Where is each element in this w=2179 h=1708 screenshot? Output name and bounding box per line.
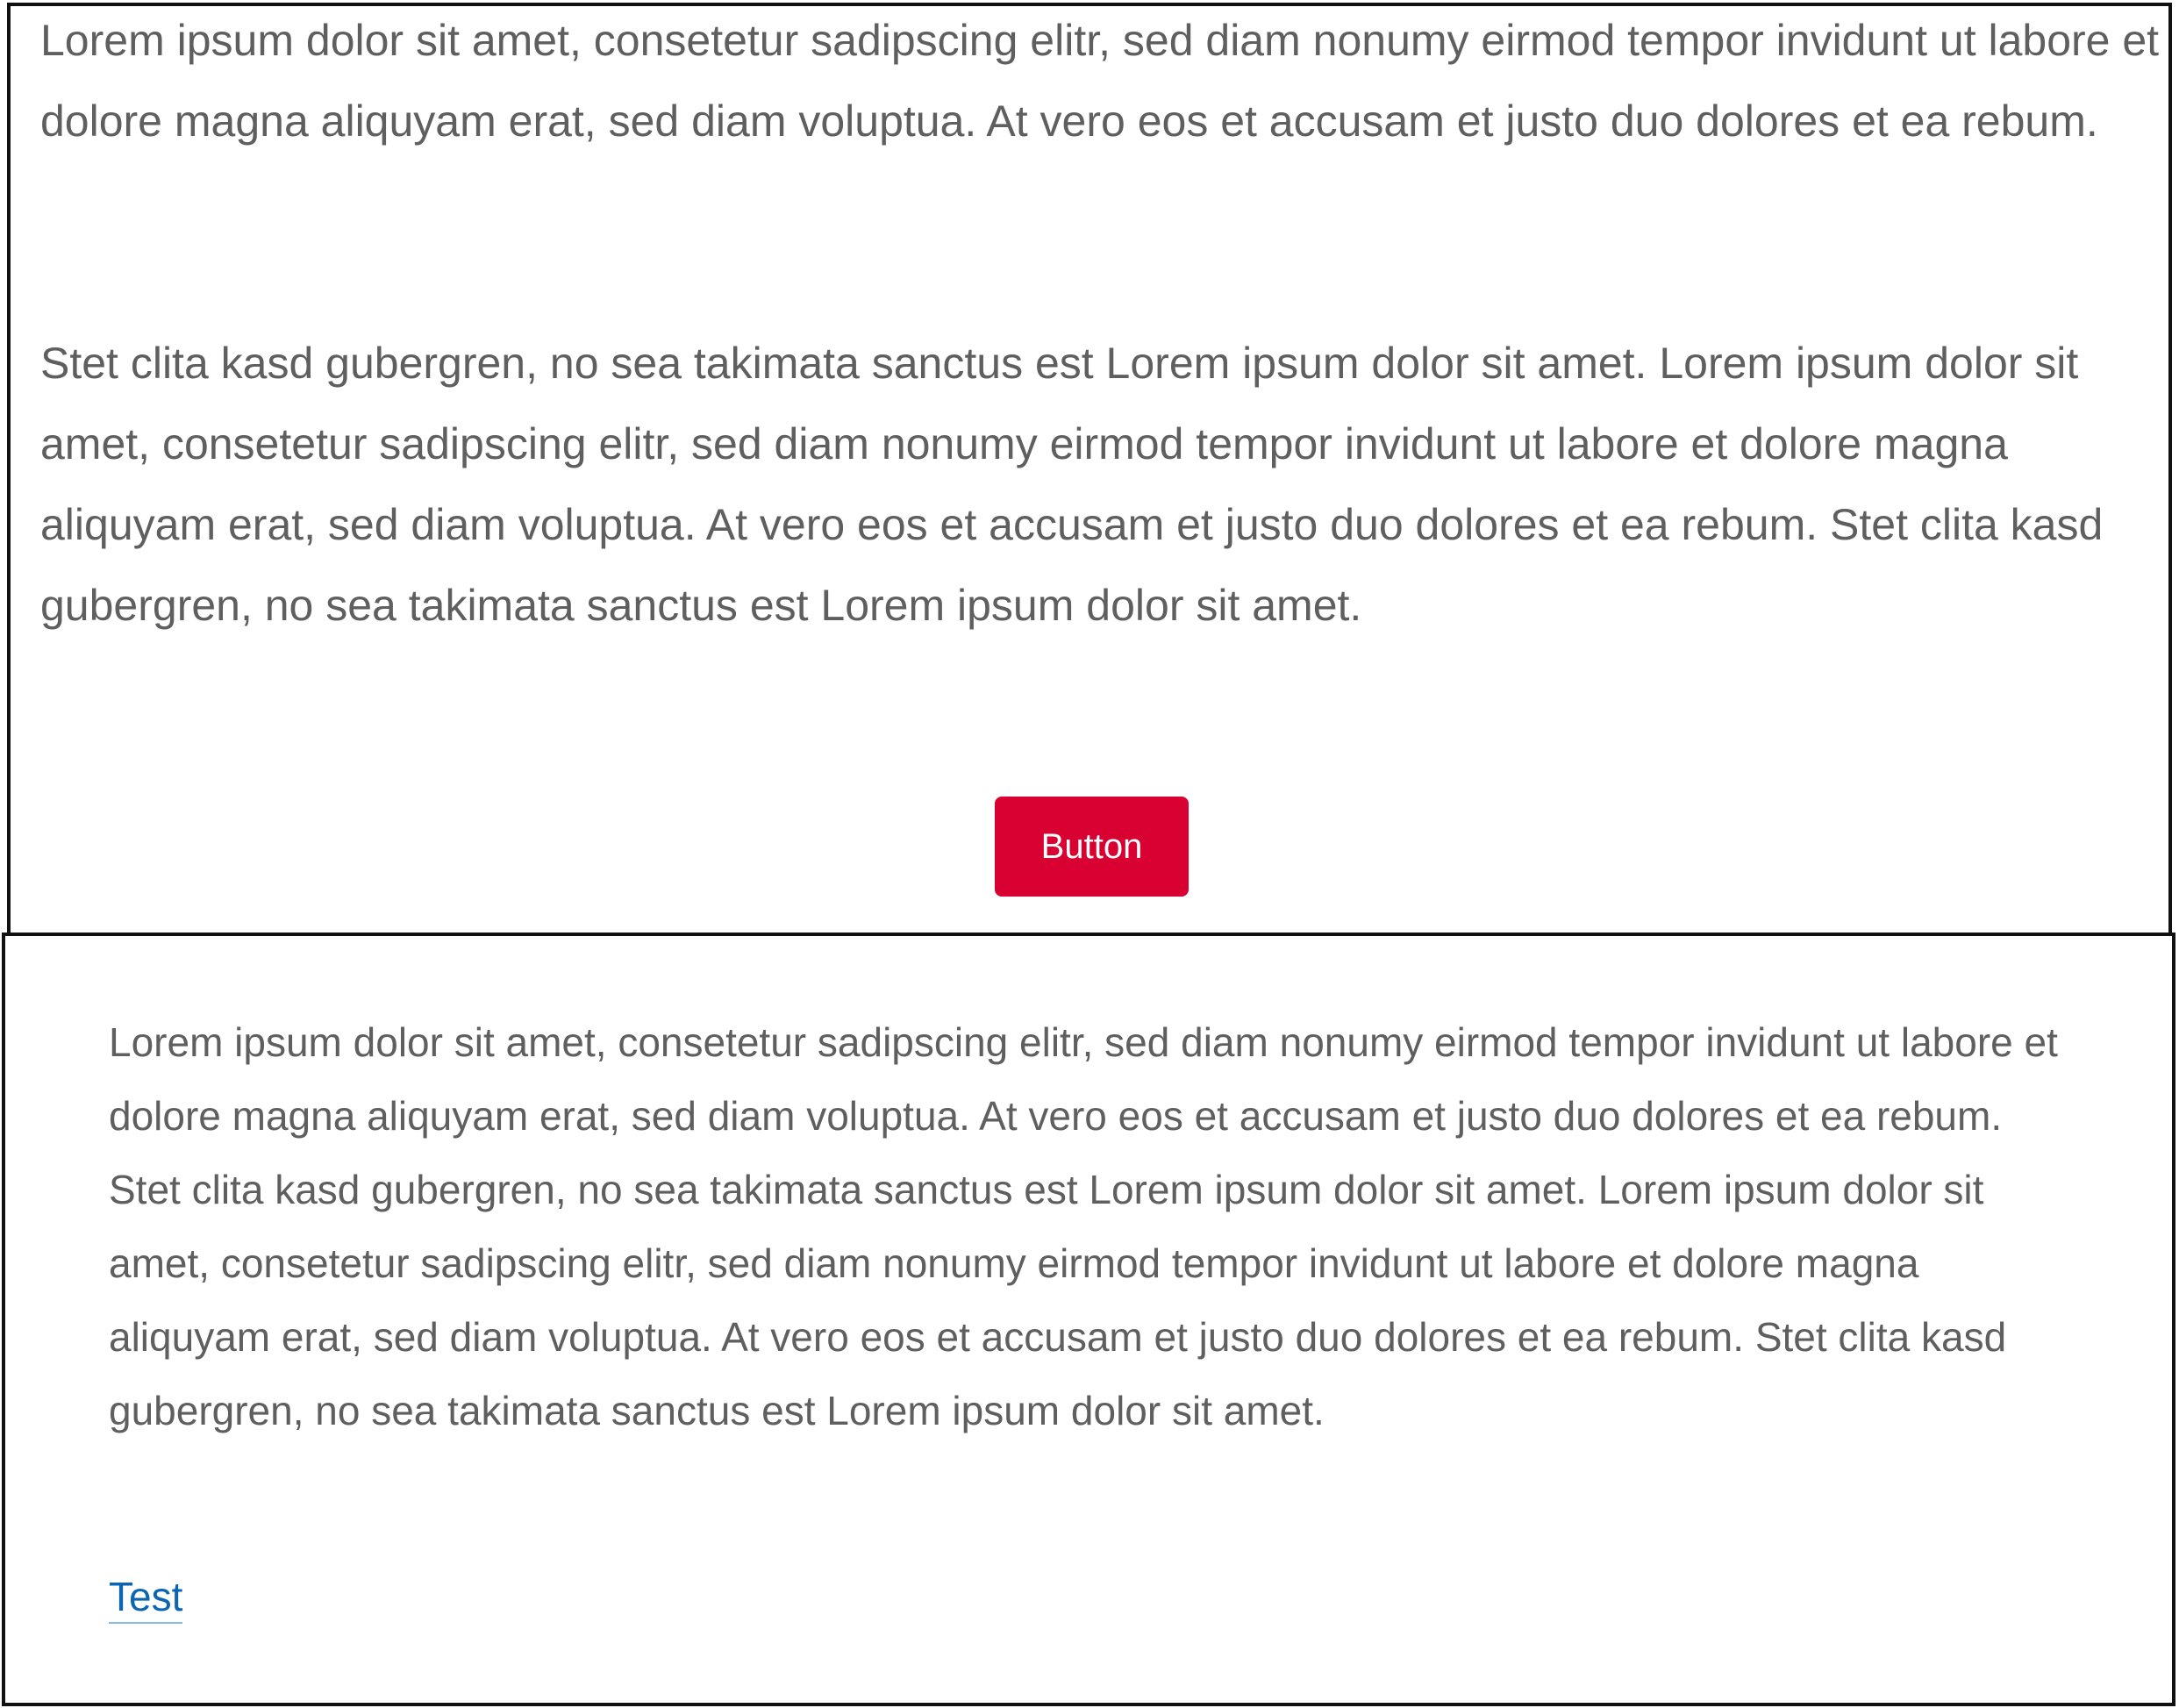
bottom-paragraph: Lorem ipsum dolor sit amet, consetetur sadipscing elitr, sed diam nonumy eirmod tempor invidunt ut labore et dolore magna aliquyam erat, sed diam voluptua. At vero eos et accusam et justo duo dolores et ea rebum. Stet clita kasd gubergren, no sea takimata sanctus est Lorem ipsum dolor sit amet. Lorem ipsum dolor sit amet, consetetur sadipscing elitr, sed diam nonumy eirmod tempor invidunt ut labore et dolore magna aliquyam erat, sed diam voluptua. At vero eos et accusam et justo duo dolores et ea rebum. Stet clita kasd gubergren, no sea takimata sanctus est Lorem ipsum dolor sit amet. <box>109 1019 2058 1433</box>
top-content-panel <box>7 3 2172 934</box>
top-paragraph-2: Stet clita kasd gubergren, no sea takimata sanctus est Lorem ipsum dolor sit amet. Lorem ipsum dolor sit amet, consetetur sadipscing elitr, sed diam nonumy eirmod tempor invidunt ut labore et dolore magna aliquyam erat, sed diam voluptua. At vero eos et accusam et justo duo dolores et ea rebum. Stet clita kasd gubergren, no sea takimata sanctus est Lorem ipsum dolor sit amet. <box>40 339 2104 630</box>
top-paragraph-1: Lorem ipsum dolor sit amet, consetetur sadipscing elitr, sed diam nonumy eirmod tempor invidunt ut labore et dolore magna aliquyam erat, sed diam voluptua. At vero eos et accusam et justo duo dolores et ea rebum. <box>40 16 2160 146</box>
test-link[interactable]: Test <box>109 1571 182 1624</box>
bottom-content-panel <box>2 933 2175 1706</box>
primary-button[interactable]: Button <box>995 797 1189 897</box>
